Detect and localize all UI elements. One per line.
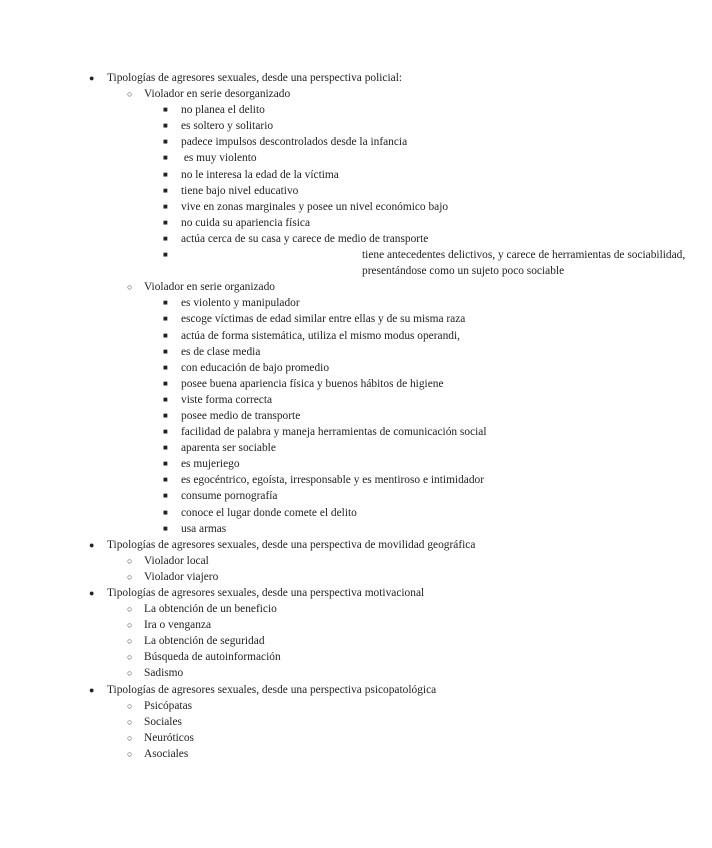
list-item: [0, 633, 600, 649]
list-item: [0, 328, 600, 344]
list-item-text: Violador local: [144, 554, 209, 567]
list-item-text: La obtención de seguridad: [144, 635, 265, 648]
list-item: [0, 392, 600, 408]
list-item: [0, 617, 600, 633]
square-bullet-icon: ■: [163, 298, 168, 308]
list-item-text: escoge víctimas de edad similar entre ellas y de su misma raza: [181, 313, 466, 326]
list-item: [0, 456, 600, 472]
square-bullet-icon: ■: [163, 507, 168, 517]
list-item: [0, 215, 600, 231]
circle-bullet-icon: ○: [127, 636, 133, 647]
square-bullet-icon: ■: [163, 491, 168, 501]
section-title: Tipologías de agresores sexuales, desde una perspectiva de movilidad geográfica: [107, 538, 476, 551]
section-title: Tipologías de agresores sexuales, desde una perspectiva psicopatológica: [107, 683, 437, 696]
subsection-title: Violador en serie organizado: [144, 281, 275, 294]
list-item: [0, 649, 600, 665]
list-item: [0, 601, 600, 617]
square-bullet-icon: ■: [163, 233, 168, 243]
circle-bullet-icon: ○: [127, 652, 133, 663]
section-title: Tipologías de agresores sexuales, desde una perspectiva policial:: [107, 72, 403, 84]
square-bullet-icon: ■: [163, 121, 168, 131]
list-item-subsection-organizado: [0, 279, 600, 295]
list-item-text: es mujeriego: [181, 458, 240, 471]
list-item-text: consume pornografía: [181, 490, 278, 503]
square-bullet-icon: ■: [163, 217, 168, 227]
square-bullet-icon: ■: [163, 427, 168, 437]
list-item-text: padece impulsos descontrolados desde la infancia: [181, 136, 408, 149]
square-bullet-icon: ■: [163, 410, 168, 420]
list-item: [0, 376, 600, 392]
square-bullet-icon: ■: [163, 250, 168, 260]
list-item-text: tiene antecedentes delictivos, y carece de herramientas de sociabilidad, presentándose como un sujeto poco sociable: [362, 249, 686, 278]
circle-bullet-icon: ○: [127, 604, 133, 615]
list-item-section-motivacional: [0, 585, 600, 601]
square-bullet-icon: ■: [163, 394, 168, 404]
list-item-text: viste forma correcta: [181, 393, 273, 406]
list-item-text: no planea el delito: [181, 104, 265, 117]
list-item: [0, 472, 600, 488]
list-item: [0, 150, 600, 166]
list-item-text: es de clase media: [181, 345, 261, 358]
list-item-text: no le interesa la edad de la víctima: [181, 168, 339, 181]
square-bullet-icon: ■: [163, 459, 168, 469]
square-bullet-icon: ■: [163, 378, 168, 388]
list-item-text: Sociales: [144, 715, 182, 728]
list-item-text: tiene bajo nivel educativo: [181, 184, 299, 197]
list-item: [0, 247, 686, 279]
list-item-text: es violento y manipulador: [181, 297, 300, 310]
list-item: [0, 440, 600, 456]
list-item-text: Búsqueda de autoinformación: [144, 651, 281, 664]
list-item: [0, 344, 600, 360]
list-item: [0, 102, 600, 118]
list-item-text: vive en zonas marginales y posee un nivel económico bajo: [181, 200, 449, 213]
list-item-text: usa armas: [181, 522, 227, 535]
list-item: [0, 553, 600, 569]
square-bullet-icon: ■: [163, 443, 168, 453]
circle-bullet-icon: ○: [127, 555, 133, 566]
square-bullet-icon: ■: [163, 185, 168, 195]
list-item-text: no cuida su apariencia física: [181, 216, 311, 229]
list-item: [0, 505, 600, 521]
list-item: [0, 231, 600, 247]
circle-bullet-icon: ○: [127, 571, 133, 582]
square-bullet-icon: ■: [163, 475, 168, 485]
circle-bullet-icon: ○: [127, 668, 133, 679]
list-item-text: posee buena apariencia física y buenos hábitos de higiene: [181, 377, 444, 390]
square-bullet-icon: ■: [163, 346, 168, 356]
list-item: [0, 521, 600, 537]
disc-bullet-icon: ●: [89, 684, 95, 695]
list-item: [0, 360, 600, 376]
list-item: [0, 199, 600, 215]
circle-bullet-icon: ○: [127, 716, 133, 727]
list-item-text: es soltero y solitario: [181, 120, 274, 133]
list-item-text: facilidad de palabra y maneja herramientas de comunicación social: [181, 426, 487, 439]
circle-bullet-icon: ○: [127, 282, 133, 293]
circle-bullet-icon: ○: [127, 748, 133, 759]
list-item-text: Violador viajero: [144, 570, 219, 583]
list-item-text: posee medio de transporte: [181, 409, 301, 422]
disc-bullet-icon: ●: [89, 588, 95, 598]
list-item: [0, 134, 600, 150]
list-item-subsection-desorganizado: [0, 86, 600, 102]
list-item-text: actúa cerca de su casa y carece de medio de transporte: [181, 232, 429, 245]
square-bullet-icon: ■: [163, 153, 168, 163]
disc-bullet-icon: ●: [89, 73, 95, 83]
list-item: [0, 714, 600, 730]
list-item: [0, 311, 600, 327]
square-bullet-icon: ■: [163, 105, 168, 115]
square-bullet-icon: ■: [163, 330, 168, 340]
list-item-text: aparenta ser sociable: [181, 442, 276, 455]
list-item: [0, 295, 600, 311]
list-item-section-movilidad: [0, 537, 600, 553]
list-item: [0, 698, 600, 714]
list-item-section-psicopatologica: [0, 682, 600, 698]
circle-bullet-icon: ○: [127, 732, 133, 743]
square-bullet-icon: ■: [163, 314, 168, 324]
list-item: [0, 569, 600, 585]
list-item: [0, 118, 600, 134]
list-item: [0, 746, 600, 762]
list-item: [0, 488, 600, 504]
list-item-text: actúa de forma sistemática, utiliza el mismo modus operandi,: [181, 329, 460, 342]
disc-bullet-icon: ●: [89, 539, 95, 550]
circle-bullet-icon: ○: [127, 89, 133, 100]
circle-bullet-icon: ○: [127, 700, 133, 711]
list-item-text: Ira o venganza: [144, 619, 212, 632]
document-page: [0, 70, 686, 762]
list-item-text: Sadismo: [144, 667, 184, 680]
list-item-text: es egocéntrico, egoísta, irresponsable y es mentiroso e intimidador: [181, 474, 485, 487]
circle-bullet-icon: ○: [127, 620, 133, 631]
section-title: Tipologías de agresores sexuales, desde una perspectiva motivacional: [107, 587, 425, 599]
list-item: [0, 183, 600, 199]
list-item-text: La obtención de un beneficio: [144, 603, 277, 616]
list-item-section-policial: [0, 70, 600, 86]
list-item: [0, 167, 600, 183]
square-bullet-icon: ■: [163, 137, 168, 147]
list-item: [0, 665, 600, 681]
square-bullet-icon: ■: [163, 169, 168, 179]
subsection-title: Violador en serie desorganizado: [144, 88, 291, 101]
list-item-text: Neuróticos: [144, 731, 194, 744]
square-bullet-icon: ■: [163, 523, 168, 533]
list-item-text: con educación de bajo promedio: [181, 361, 330, 374]
square-bullet-icon: ■: [163, 201, 168, 211]
list-item-text: es muy violento: [181, 152, 257, 165]
list-item-text: Asociales: [144, 747, 189, 760]
list-item: [0, 424, 600, 440]
list-item-text: conoce el lugar donde comete el delito: [181, 506, 357, 519]
list-item: [0, 730, 600, 746]
list-item: [0, 408, 600, 424]
list-item-text: Psicópatas: [144, 699, 193, 712]
square-bullet-icon: ■: [163, 362, 168, 372]
